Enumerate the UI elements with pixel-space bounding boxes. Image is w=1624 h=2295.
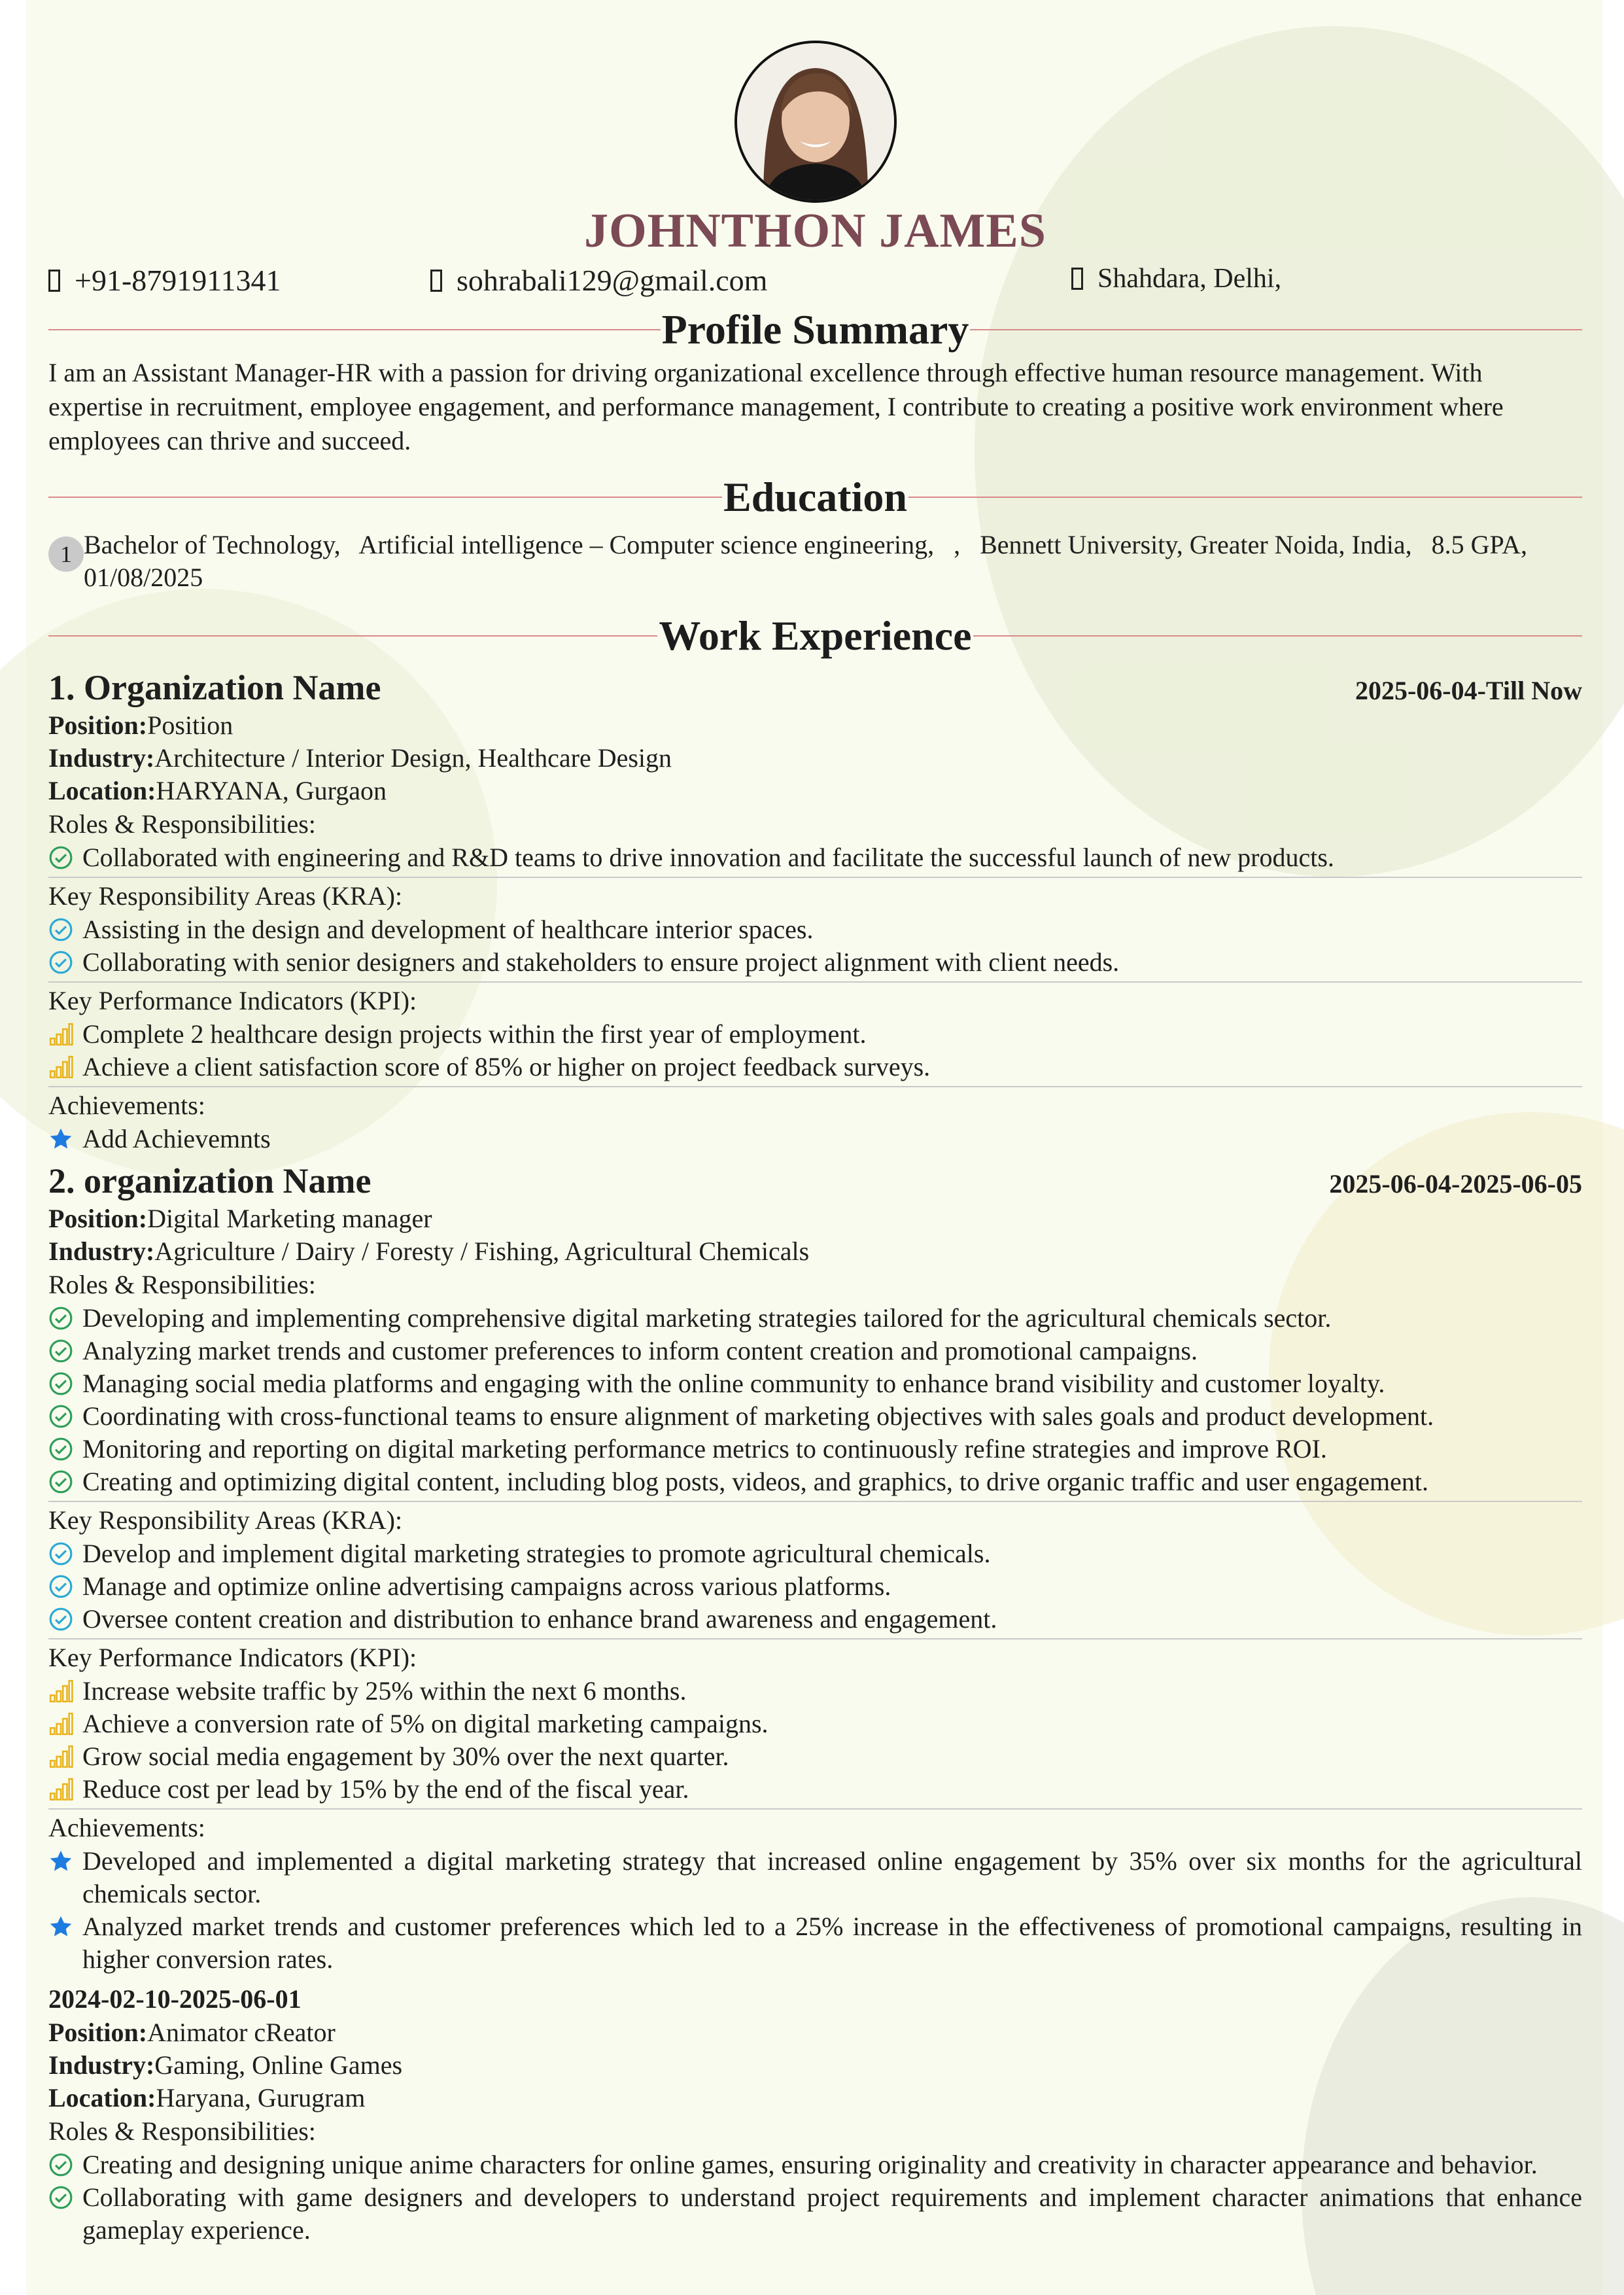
job-position: [48, 2016, 1582, 2049]
value: Digital Marketing manager: [147, 1204, 432, 1233]
job-location: [48, 2082, 1582, 2114]
profile-summary-text: I am an Assistant Manager-HR with a passion for driving organizational excellence through effective human resource management. With expertise in recruitment, employee engagement, and performance management, I contribute to creating a positive work environment where employees can thrive and succeed.: [48, 358, 1504, 455]
check-circle-icon: [48, 1371, 73, 1396]
section-title: Work Experience: [659, 612, 972, 659]
bar-chart-icon: [48, 1022, 73, 1047]
list-item: [48, 1335, 1582, 1367]
label: Position:: [48, 710, 148, 740]
contact-row: [48, 260, 1582, 304]
section-rule: [970, 329, 1582, 330]
bullet-list: [48, 2148, 1582, 2247]
bar-chart-icon: [48, 1711, 73, 1736]
achievements-label: Achievements:: [48, 1813, 205, 1842]
list-item-text: Managing social media platforms and engaging with the online community to enhance brand visibility and customer loyalty.: [82, 1369, 1385, 1398]
organization-name: 2. organization Name: [48, 1161, 371, 1200]
divider: [48, 981, 1582, 983]
check-circle-icon: [48, 917, 73, 942]
list-item-text: Manage and optimize online advertising campaigns across various platforms.: [82, 1571, 891, 1601]
location-text: Shahdara, Delhi,: [1097, 264, 1282, 294]
candidate-name: JOHNTHON JAMES: [584, 204, 1046, 258]
section-rule: [48, 635, 657, 637]
list-item-text: Oversee content creation and distribution to enhance brand awareness and engagement.: [82, 1604, 997, 1634]
label: Location:: [48, 776, 156, 805]
section-title: Education: [723, 474, 907, 520]
list-item: [48, 1051, 1582, 1083]
list-item: [48, 1123, 1582, 1155]
check-circle-icon: [48, 1306, 73, 1331]
job-entry: [48, 1159, 1582, 1976]
job-date: 2025-06-04-Till Now: [1355, 676, 1582, 705]
list-item-text: Achieve a client satisfaction score of 85% or higher on project feedback surveys.: [82, 1052, 931, 1081]
check-circle-icon: [48, 1404, 73, 1429]
list-item: [48, 1740, 1582, 1773]
job-industry: [48, 742, 1582, 775]
list-item: [48, 1675, 1582, 1708]
list-item-text: Creating and optimizing digital content, including blog posts, videos, and graphics, to drive organic traffic and user engagement.: [82, 1467, 1429, 1496]
list-item-text: Developed and implemented a digital marketing strategy that increased online engagement by 35% over six months for the agricultural chemicals sector.: [82, 1846, 1582, 1908]
job-entry: [48, 666, 1582, 1155]
list-item-text: Analyzing market trends and customer preferences to inform content creation and promotional campaigns.: [82, 1336, 1198, 1365]
value: Agriculture / Dairy / Foresty / Fishing, Agricultural Chemicals: [154, 1236, 810, 1266]
list-item: [48, 1845, 1582, 1910]
roles-label: Roles & Responsibilities:: [48, 809, 316, 839]
list-item: [48, 946, 1582, 979]
list-item: [48, 1603, 1582, 1636]
value: Haryana, Gurugram: [156, 2083, 366, 2112]
section-title: Profile Summary: [661, 306, 969, 353]
job-position: [48, 709, 1582, 742]
bullet-list: [48, 1845, 1582, 1976]
job-date: 2025-06-04-2025-06-05: [1329, 1169, 1582, 1199]
value: Position: [147, 710, 233, 740]
bullet-list: [48, 1302, 1582, 1498]
kra-label: Key Responsibility Areas (KRA):: [48, 881, 403, 911]
section-rule: [973, 635, 1582, 637]
star-icon: [48, 1914, 73, 1939]
star-icon: [48, 1849, 73, 1874]
list-item: [48, 1465, 1582, 1498]
value: Gaming, Online Games: [154, 2050, 403, 2080]
profile-summary-header: [48, 304, 1582, 356]
list-item: [48, 1910, 1582, 1976]
check-circle-icon: [48, 1574, 73, 1599]
star-icon: [48, 1127, 73, 1151]
email-text[interactable]: sohrabali129@gmail.com: [457, 264, 768, 297]
list-item: [48, 1773, 1582, 1806]
bar-chart-icon: [48, 1679, 73, 1704]
organization-name: 1. Organization Name: [48, 668, 381, 707]
check-circle-icon: [48, 845, 73, 870]
list-item-text: Achieve a conversion rate of 5% on digital marketing campaigns.: [82, 1709, 769, 1738]
check-circle-icon: [48, 1339, 73, 1363]
avatar: [734, 41, 897, 203]
job-industry: [48, 2049, 1582, 2082]
list-item-text: Complete 2 healthcare design projects within the first year of employment.: [82, 1019, 867, 1049]
bullet-list: [48, 1123, 1582, 1155]
list-item-text: Add Achievemnts: [82, 1124, 271, 1153]
kra-label: Key Responsibility Areas (KRA):: [48, 1505, 403, 1535]
divider: [48, 1808, 1582, 1810]
contact-email: [430, 263, 767, 298]
list-item: [48, 913, 1582, 946]
education-text: Bachelor of Technology, Artificial intelligence – Computer science engineering, , Bennett University, Greater Noida, India, 8.5 GPA, 01/08/2025: [84, 530, 1547, 592]
bar-chart-icon: [48, 1744, 73, 1769]
education-header: [48, 471, 1582, 523]
contact-phone: [48, 263, 281, 298]
list-item: [48, 1570, 1582, 1603]
bullet-list: [48, 1018, 1582, 1083]
list-item: [48, 1018, 1582, 1051]
list-item: [48, 1537, 1582, 1570]
bullet-list: [48, 1675, 1582, 1806]
list-item-text: Reduce cost per lead by 15% by the end of the fiscal year.: [82, 1774, 689, 1804]
list-item-text: Collaborated with engineering and R&D teams to drive innovation and facilitate the successful launch of new products.: [82, 843, 1334, 872]
label: Industry:: [48, 2050, 155, 2080]
bullet-list: [48, 841, 1582, 874]
job-entry: [48, 1982, 1582, 2247]
list-item: [48, 1367, 1582, 1400]
roles-label: Roles & Responsibilities:: [48, 2116, 316, 2146]
check-circle-icon: [48, 950, 73, 975]
list-item-text: Increase website traffic by 25% within the next 6 months.: [82, 1676, 687, 1706]
check-circle-icon: [48, 1607, 73, 1632]
achievements-label: Achievements:: [48, 1091, 205, 1120]
list-item-text: Creating and designing unique anime characters for online games, ensuring originality and creativity in character appearance and behavior.: [82, 2150, 1538, 2179]
work-experience-header: [48, 610, 1582, 662]
education-number-badge: 1: [48, 536, 84, 572]
list-item: [48, 2148, 1582, 2181]
divider: [48, 1501, 1582, 1502]
divider: [48, 1086, 1582, 1087]
email-icon: [430, 270, 442, 292]
check-circle-icon: [48, 1469, 73, 1494]
list-item: [48, 1400, 1582, 1433]
list-item: [48, 1302, 1582, 1335]
bar-chart-icon: [48, 1055, 73, 1079]
label: Position:: [48, 1204, 148, 1233]
bullet-list: [48, 913, 1582, 979]
list-item: [48, 1708, 1582, 1740]
list-item-text: Developing and implementing comprehensive digital marketing strategies tailored for the agricultural chemicals sector.: [82, 1303, 1332, 1333]
list-item-text: Analyzed market trends and customer preferences which led to a 25% increase in the effectiveness of promotional campaigns, resulting in higher conversion rates.: [82, 1912, 1582, 1974]
phone-icon: [48, 270, 60, 292]
bar-chart-icon: [48, 1777, 73, 1802]
kpi-label: Key Performance Indicators (KPI):: [48, 1643, 417, 1672]
value: Animator cReator: [147, 2018, 336, 2047]
job-industry: [48, 1235, 1582, 1268]
check-circle-icon: [48, 2185, 73, 2210]
roles-label: Roles & Responsibilities:: [48, 1270, 316, 1299]
list-item: [48, 841, 1582, 874]
divider: [48, 1638, 1582, 1639]
phone-text[interactable]: +91-8791911341: [75, 264, 281, 297]
check-circle-icon: [48, 2152, 73, 2177]
label: Industry:: [48, 743, 155, 773]
list-item-text: Monitoring and reporting on digital marketing performance metrics to continuously refine strategies and improve ROI.: [82, 1434, 1327, 1463]
check-circle-icon: [48, 1437, 73, 1462]
list-item: [48, 1433, 1582, 1465]
list-item-text: Collaborating with senior designers and stakeholders to ensure project alignment with client needs.: [82, 947, 1120, 977]
location-icon: [1071, 268, 1083, 290]
job-position: [48, 1202, 1582, 1235]
section-rule: [908, 497, 1582, 498]
education-item: [48, 529, 1582, 594]
list-item: [48, 2181, 1582, 2247]
value: HARYANA, Gurgaon: [156, 776, 387, 805]
section-rule: [48, 329, 661, 330]
label: Position:: [48, 2018, 148, 2047]
list-item-text: Coordinating with cross-functional teams to ensure alignment of marketing objectives with sales goals and product development.: [82, 1401, 1434, 1431]
bullet-list: [48, 1537, 1582, 1636]
divider: [48, 877, 1582, 878]
check-circle-icon: [48, 1541, 73, 1566]
label: Industry:: [48, 1236, 155, 1266]
list-item-text: Assisting in the design and development of healthcare interior spaces.: [82, 915, 814, 944]
job-date: 2024-02-10-2025-06-01: [48, 1984, 302, 2014]
value: Architecture / Interior Design, Healthcare Design: [154, 743, 672, 773]
label: Location:: [48, 2083, 156, 2112]
kpi-label: Key Performance Indicators (KPI):: [48, 986, 417, 1015]
section-rule: [48, 497, 722, 498]
contact-location: [1071, 263, 1281, 294]
list-item-text: Collaborating with game designers and developers to understand project requirements and implement character animations that enhance gameplay experience.: [82, 2182, 1582, 2245]
job-location: [48, 775, 1582, 807]
list-item-text: Grow social media engagement by 30% over the next quarter.: [82, 1742, 729, 1771]
list-item-text: Develop and implement digital marketing strategies to promote agricultural chemicals.: [82, 1539, 991, 1568]
